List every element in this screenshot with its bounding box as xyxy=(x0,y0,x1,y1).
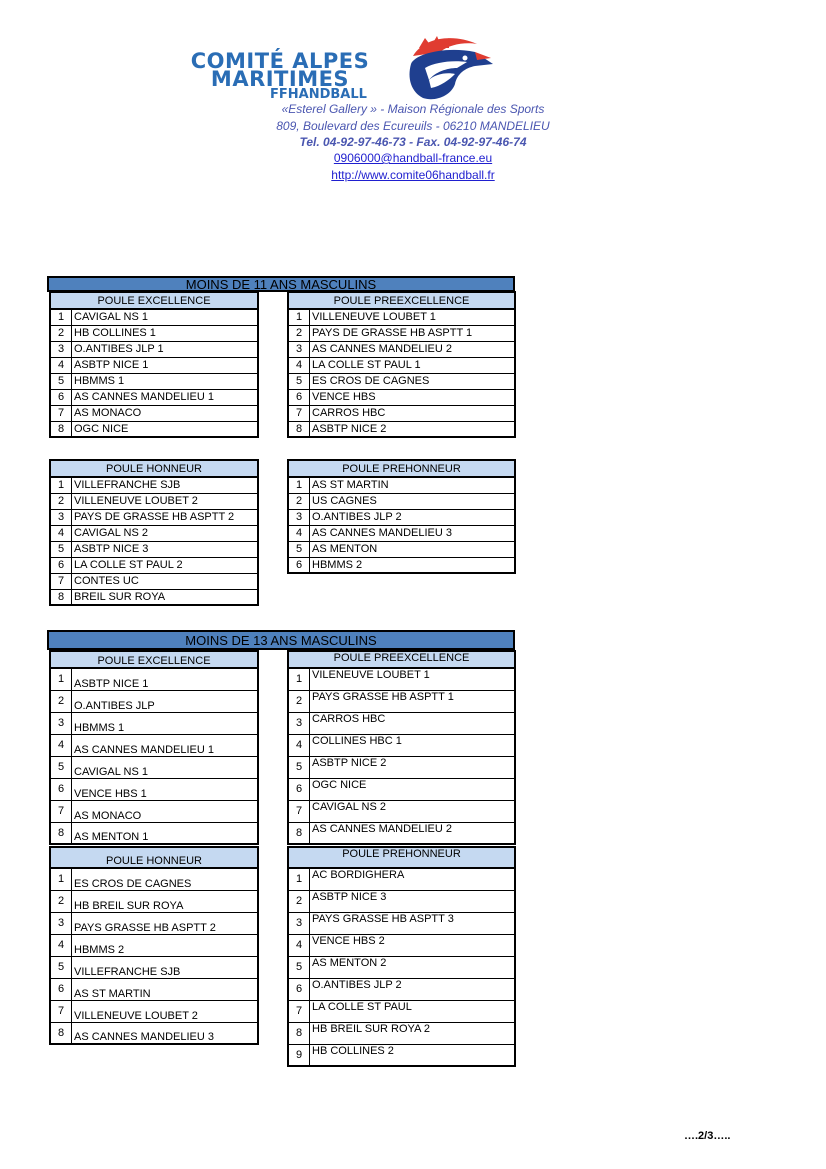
table-row xyxy=(288,325,515,341)
row-number: 6 xyxy=(50,389,72,405)
u13-pool-excellence xyxy=(49,650,259,845)
team-name: BREIL SUR ROYA xyxy=(72,589,259,605)
row-number: 7 xyxy=(288,405,310,421)
team-name: AS CANNES MANDELIEU 2 xyxy=(310,341,516,357)
table-row xyxy=(288,341,515,357)
team-name: ES CROS DE CAGNES xyxy=(72,868,259,890)
table-row xyxy=(288,978,515,1000)
table-row xyxy=(288,778,515,800)
table-row xyxy=(288,1000,515,1022)
row-number: 5 xyxy=(50,541,72,557)
team-name: AS MENTON 1 xyxy=(72,822,259,844)
table-row xyxy=(50,509,258,525)
team-name: ASBTP NICE 1 xyxy=(72,668,259,690)
table-row xyxy=(50,956,258,978)
row-number: 4 xyxy=(50,525,72,541)
row-number: 6 xyxy=(288,389,310,405)
table-row xyxy=(50,477,258,493)
team-name: ASBTP NICE 3 xyxy=(310,890,516,912)
row-number: 6 xyxy=(288,557,310,573)
team-name: AS MENTON xyxy=(310,541,516,557)
row-number: 4 xyxy=(288,525,310,541)
table-row xyxy=(50,525,258,541)
team-name: AS MONACO xyxy=(72,405,259,421)
team-name: CAVIGAL NS 1 xyxy=(72,309,259,325)
row-number: 8 xyxy=(50,1022,72,1044)
table-row xyxy=(288,868,515,890)
phone-line: Tel. 04-92-97-46-73 - Fax. 04-92-97-46-74 xyxy=(299,135,527,149)
team-name: OGC NICE xyxy=(310,778,516,800)
pool-title: POULE EXCELLENCE xyxy=(50,292,258,309)
row-number: 3 xyxy=(288,912,310,934)
row-number: 6 xyxy=(50,778,72,800)
pool-title: POULE PREEXCELLENCE xyxy=(288,292,515,309)
table-row xyxy=(288,477,515,493)
table-row xyxy=(50,341,258,357)
u13-pool-prehonneur xyxy=(287,846,516,1067)
table-row xyxy=(288,373,515,389)
table-row xyxy=(50,325,258,341)
team-name: CONTES UC xyxy=(72,573,259,589)
team-name: OGC NICE xyxy=(72,421,259,437)
row-number: 6 xyxy=(50,978,72,1000)
row-number: 1 xyxy=(50,309,72,325)
u11-pool-honneur xyxy=(49,459,259,606)
page-number: ….2/3….. xyxy=(684,1130,731,1142)
team-name: CAVIGAL NS 2 xyxy=(72,525,259,541)
table-row xyxy=(50,1000,258,1022)
table-row xyxy=(288,357,515,373)
table-row xyxy=(50,778,258,800)
table-row xyxy=(288,734,515,756)
row-number: 2 xyxy=(50,690,72,712)
team-name: AS MENTON 2 xyxy=(310,956,516,978)
table-row xyxy=(50,493,258,509)
team-name: COLLINES HBC 1 xyxy=(310,734,516,756)
table-row xyxy=(288,389,515,405)
row-number: 4 xyxy=(50,357,72,373)
u11-pool-prehonneur xyxy=(287,459,516,574)
row-number: 3 xyxy=(50,341,72,357)
u13-pool-preexcellence xyxy=(287,650,516,845)
logo-line-2: MARITIMES xyxy=(210,67,350,91)
team-name: AS CANNES MANDELIEU 1 xyxy=(72,389,259,405)
team-name: CARROS HBC xyxy=(310,405,516,421)
team-name: ASBTP NICE 2 xyxy=(310,421,516,437)
row-number: 5 xyxy=(50,956,72,978)
email-link[interactable]: 0906000@handball-france.eu xyxy=(333,151,493,165)
row-number: 4 xyxy=(288,734,310,756)
table-row xyxy=(50,421,258,437)
team-name: AS CANNES MANDELIEU 1 xyxy=(72,734,259,756)
row-number: 2 xyxy=(288,493,310,509)
address-line-2: 809, Boulevard des Ecureuils - 06210 MANDELIEU xyxy=(276,119,550,133)
row-number: 5 xyxy=(50,756,72,778)
row-number: 4 xyxy=(50,934,72,956)
table-row xyxy=(288,800,515,822)
row-number: 2 xyxy=(288,890,310,912)
team-name: HB BREIL SUR ROYA xyxy=(72,890,259,912)
team-name: HBMMS 1 xyxy=(72,373,259,389)
row-number: 6 xyxy=(50,557,72,573)
team-name: VILENEUVE LOUBET 1 xyxy=(310,668,516,690)
team-name: CARROS HBC xyxy=(310,712,516,734)
team-name: LA COLLE ST PAUL xyxy=(310,1000,516,1022)
row-number: 2 xyxy=(50,325,72,341)
row-number: 8 xyxy=(50,822,72,844)
row-number: 1 xyxy=(288,868,310,890)
team-name: LA COLLE ST PAUL 1 xyxy=(310,357,516,373)
row-number: 7 xyxy=(50,800,72,822)
table-row xyxy=(288,541,515,557)
row-number: 3 xyxy=(288,341,310,357)
team-name: PAYS GRASSE HB ASPTT 1 xyxy=(310,690,516,712)
table-row xyxy=(288,912,515,934)
team-name: ASBTP NICE 1 xyxy=(72,357,259,373)
committee-logo-text xyxy=(160,49,400,102)
team-name: HB COLLINES 1 xyxy=(72,325,259,341)
team-name: VILLENEUVE LOUBET 2 xyxy=(72,493,259,509)
table-row xyxy=(50,734,258,756)
table-row xyxy=(288,934,515,956)
table-row xyxy=(288,421,515,437)
team-name: HBMMS 2 xyxy=(72,934,259,956)
table-row xyxy=(50,712,258,734)
team-name: VILLEFRANCHE SJB xyxy=(72,956,259,978)
team-name: US CAGNES xyxy=(310,493,516,509)
u11-pool-preexcellence xyxy=(287,291,516,438)
table-row xyxy=(288,668,515,690)
row-number: 4 xyxy=(50,734,72,756)
team-name: PAYS GRASSE HB ASPTT 3 xyxy=(310,912,516,934)
row-number: 6 xyxy=(288,978,310,1000)
table-row xyxy=(288,690,515,712)
table-row xyxy=(50,357,258,373)
team-name: PAYS DE GRASSE HB ASPTT 2 xyxy=(72,509,259,525)
section-title-u11: MOINS DE 11 ANS MASCULINS xyxy=(47,276,515,292)
row-number: 3 xyxy=(50,712,72,734)
table-row xyxy=(288,756,515,778)
logo-line-1: COMITÉ ALPES xyxy=(190,49,370,73)
team-name: AS CANNES MANDELIEU 2 xyxy=(310,822,516,844)
table-row xyxy=(288,890,515,912)
row-number: 5 xyxy=(50,373,72,389)
team-name: O.ANTIBES JLP 2 xyxy=(310,978,516,1000)
row-number: 8 xyxy=(50,421,72,437)
row-number: 1 xyxy=(50,868,72,890)
table-row xyxy=(50,800,258,822)
table-row xyxy=(288,405,515,421)
row-number: 7 xyxy=(50,405,72,421)
pool-title: POULE HONNEUR xyxy=(50,847,258,868)
table-row xyxy=(288,956,515,978)
team-name: VENCE HBS 2 xyxy=(310,934,516,956)
row-number: 1 xyxy=(288,309,310,325)
pool-title: POULE EXCELLENCE xyxy=(50,651,258,668)
team-name: AS ST MARTIN xyxy=(72,978,259,1000)
team-name: AS ST MARTIN xyxy=(310,477,516,493)
logo-line-3: FFHANDBALL xyxy=(270,87,367,102)
u13-pool-honneur xyxy=(49,846,259,1045)
row-number: 2 xyxy=(288,690,310,712)
table-row xyxy=(50,373,258,389)
team-name: PAYS GRASSE HB ASPTT 2 xyxy=(72,912,259,934)
table-row xyxy=(288,557,515,573)
row-number: 1 xyxy=(50,477,72,493)
team-name: LA COLLE ST PAUL 2 xyxy=(72,557,259,573)
row-number: 6 xyxy=(288,778,310,800)
section-title-u13: MOINS DE 13 ANS MASCULINS xyxy=(47,630,515,650)
team-name: VENCE HBS 1 xyxy=(72,778,259,800)
team-name: AS CANNES MANDELIEU 3 xyxy=(72,1022,259,1044)
pool-title: POULE PREHONNEUR xyxy=(288,847,515,868)
team-name: HB COLLINES 2 xyxy=(310,1044,516,1066)
team-name: HB BREIL SUR ROYA 2 xyxy=(310,1022,516,1044)
team-name: CAVIGAL NS 2 xyxy=(310,800,516,822)
team-name: CAVIGAL NS 1 xyxy=(72,756,259,778)
u11-pool-excellence xyxy=(49,291,259,438)
table-row xyxy=(50,890,258,912)
row-number: 2 xyxy=(50,890,72,912)
team-name: ASBTP NICE 2 xyxy=(310,756,516,778)
table-row xyxy=(50,573,258,589)
table-row xyxy=(50,589,258,605)
row-number: 2 xyxy=(288,325,310,341)
row-number: 7 xyxy=(50,1000,72,1022)
team-name: O.ANTIBES JLP xyxy=(72,690,259,712)
table-row xyxy=(50,668,258,690)
team-name: ES CROS DE CAGNES xyxy=(310,373,516,389)
table-row xyxy=(50,822,258,844)
row-number: 5 xyxy=(288,373,310,389)
table-row xyxy=(288,309,515,325)
row-number: 2 xyxy=(50,493,72,509)
team-name: VILLENEUVE LOUBET 2 xyxy=(72,1000,259,1022)
rooster-logo-icon xyxy=(405,34,497,109)
row-number: 8 xyxy=(50,589,72,605)
team-name: HBMMS 1 xyxy=(72,712,259,734)
row-number: 7 xyxy=(288,1000,310,1022)
team-name: AC BORDIGHERA xyxy=(310,868,516,890)
pool-title: POULE HONNEUR xyxy=(50,460,258,477)
table-row xyxy=(288,1044,515,1066)
row-number: 4 xyxy=(288,934,310,956)
row-number: 4 xyxy=(288,357,310,373)
table-row xyxy=(288,1022,515,1044)
table-row xyxy=(50,868,258,890)
table-row xyxy=(50,557,258,573)
table-row xyxy=(50,405,258,421)
team-name: HBMMS 2 xyxy=(310,557,516,573)
row-number: 1 xyxy=(50,668,72,690)
table-row xyxy=(50,389,258,405)
row-number: 7 xyxy=(50,573,72,589)
table-row xyxy=(50,978,258,1000)
address-line-1: «Esterel Gallery » - Maison Régionale des Sports xyxy=(281,102,545,116)
row-number: 1 xyxy=(288,668,310,690)
team-name: O.ANTIBES JLP 1 xyxy=(72,341,259,357)
row-number: 3 xyxy=(50,912,72,934)
table-row xyxy=(50,1022,258,1044)
table-row xyxy=(50,756,258,778)
table-row xyxy=(288,712,515,734)
table-row xyxy=(288,493,515,509)
row-number: 5 xyxy=(288,541,310,557)
row-number: 8 xyxy=(288,421,310,437)
team-name: VILLENEUVE LOUBET 1 xyxy=(310,309,516,325)
table-row xyxy=(288,509,515,525)
team-name: AS CANNES MANDELIEU 3 xyxy=(310,525,516,541)
row-number: 8 xyxy=(288,1022,310,1044)
pool-title: POULE PREHONNEUR xyxy=(288,460,515,477)
table-row xyxy=(50,541,258,557)
table-row xyxy=(288,525,515,541)
team-name: VENCE HBS xyxy=(310,389,516,405)
row-number: 3 xyxy=(288,712,310,734)
table-row xyxy=(50,912,258,934)
table-row xyxy=(50,309,258,325)
team-name: VILLEFRANCHE SJB xyxy=(72,477,259,493)
row-number: 5 xyxy=(288,956,310,978)
pool-title: POULE PREEXCELLENCE xyxy=(288,651,515,668)
row-number: 8 xyxy=(288,822,310,844)
table-row xyxy=(50,934,258,956)
team-name: AS MONACO xyxy=(72,800,259,822)
table-row xyxy=(50,690,258,712)
row-number: 5 xyxy=(288,756,310,778)
website-link[interactable]: http://www.comite06handball.fr xyxy=(331,168,495,182)
row-number: 7 xyxy=(288,800,310,822)
table-row xyxy=(288,822,515,844)
row-number: 3 xyxy=(50,509,72,525)
row-number: 3 xyxy=(288,509,310,525)
team-name: O.ANTIBES JLP 2 xyxy=(310,509,516,525)
row-number: 9 xyxy=(288,1044,310,1066)
team-name: ASBTP NICE 3 xyxy=(72,541,259,557)
row-number: 1 xyxy=(288,477,310,493)
team-name: PAYS DE GRASSE HB ASPTT 1 xyxy=(310,325,516,341)
